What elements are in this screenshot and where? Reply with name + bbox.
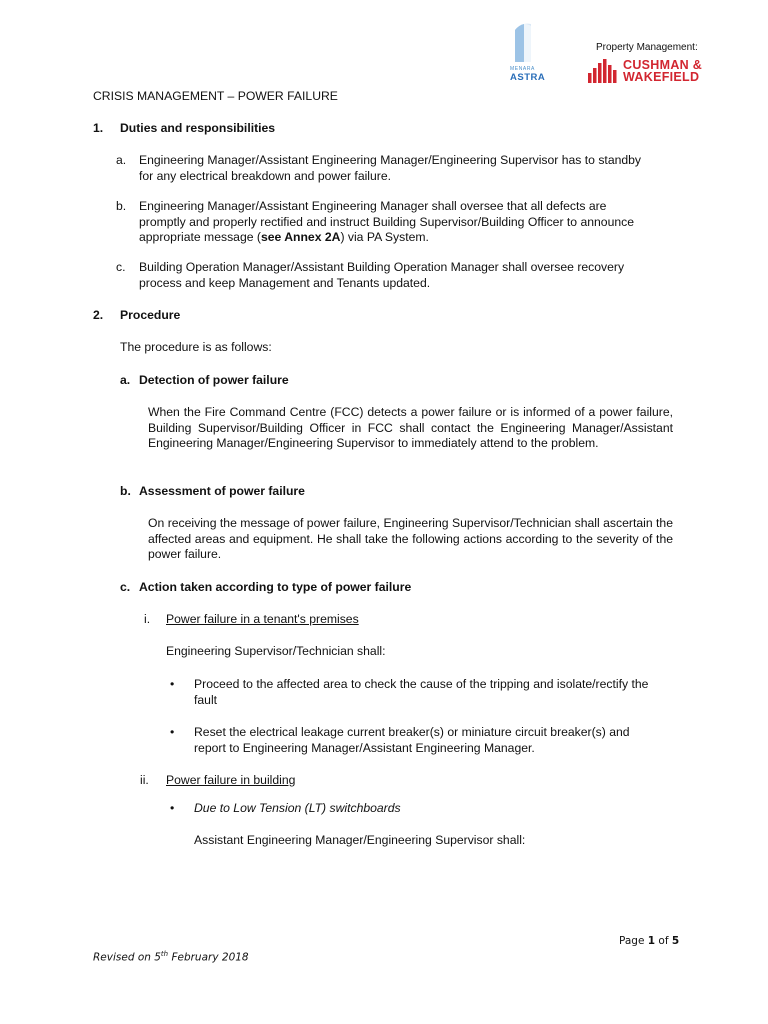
bullet-2-line: report to Engineering Manager/Assistant Engineering Manager. [194,740,535,755]
duty-c-text [139,260,679,291]
duty-b-text [139,199,679,246]
procedure-intro: The procedure is as follows: [120,340,272,354]
page-number: Page 1 of 5 [619,935,680,947]
cw-line-2: WAKEFIELD [623,69,700,84]
duty-b-line: promptly and properly rectified and instruct Building Supervisor/Building Officer to announce [139,214,634,229]
duty-a-line: Engineering Manager/Assistant Engineering Manager/Engineering Supervisor has to standby [139,153,642,167]
subsection-b-paragraph: On receiving the message of power failure, Engineering Supervisor/Technician shall ascertain the affected areas and equipment. He shall take the following actions according to the severity of the power failure. [148,516,673,561]
bullet-1-line: Proceed to the affected area to check the cause of the tripping and isolate/rectify the [194,677,649,691]
bullet-2-text [194,725,684,756]
subsection-c-heading: Action taken according to type of power failure [139,580,412,594]
cw-line-1: CUSHMAN & [623,58,703,72]
section-1-number: 1. [93,121,104,135]
duty-b-line: appropriate message (see Annex 2A) via PA System. [139,230,429,244]
bullet-marker: • [170,801,175,815]
subsection-b-heading: Assessment of power failure [139,484,305,498]
duty-b-line: Engineering Manager/Assistant Engineering Manager shall oversee that all defects are [139,199,607,213]
property-management-label: Property Management: [596,42,698,53]
subsection-a-label: a. [120,373,131,387]
item-ii-lead: Assistant Engineering Manager/Engineering Supervisor shall: [194,833,526,847]
bullet-2-line: Reset the electrical leakage current breaker(s) or miniature circuit breaker(s) and [194,725,630,739]
astra-name: ASTRA [510,72,546,83]
bullet-1-text [194,677,684,708]
item-i-lead: Engineering Supervisor/Technician shall: [166,644,386,658]
section-2-number: 2. [93,308,104,322]
bullet-marker: • [170,725,175,739]
duty-a-text [139,153,679,184]
cushman-wakefield-logo [588,58,703,86]
item-i-label: i. [144,612,151,626]
document-title: CRISIS MANAGEMENT – POWER FAILURE [93,89,338,103]
bullet-1-line: fault [194,692,218,707]
annex-reference: see Annex 2A [260,230,341,244]
section-2-heading: Procedure [120,308,181,322]
duty-c-label: c. [116,260,126,274]
subsection-a-heading: Detection of power failure [139,373,289,387]
tower-icon [511,22,535,62]
duty-a-label: a. [116,153,127,167]
subsection-c-label: c. [120,580,131,594]
subsection-b-label: b. [120,484,131,498]
building-bars-icon [588,59,618,83]
duty-c-line: process and keep Management and Tenants updated. [139,275,431,290]
item-ii-label: ii. [140,773,149,787]
duty-b-label: b. [116,199,127,213]
duty-a-line: for any electrical breakdown and power failure. [139,168,392,183]
bullet-marker: • [170,677,175,691]
menara-astra-logo [505,22,577,84]
revision-date: Revised on 5th February 2018 [93,950,249,964]
subsection-a-paragraph: When the Fire Command Centre (FCC) detects a power failure or is informed of a power failure, Building Supervisor/Building Officer in FCC shall contact the Engineering Manager/Assistant Engineering Manager/Engineering Supervisor to immediately attend to the problem. [148,405,673,450]
item-ii-heading: Power failure in building [166,773,296,787]
item-ii-bullet-text: Due to Low Tension (LT) switchboards [194,801,401,815]
astra-prefix: MENARA [510,66,535,72]
duty-c-line: Building Operation Manager/Assistant Building Operation Manager shall oversee recovery [139,260,625,274]
item-i-heading: Power failure in a tenant's premises [166,612,359,626]
section-1-heading: Duties and responsibilities [120,121,276,135]
